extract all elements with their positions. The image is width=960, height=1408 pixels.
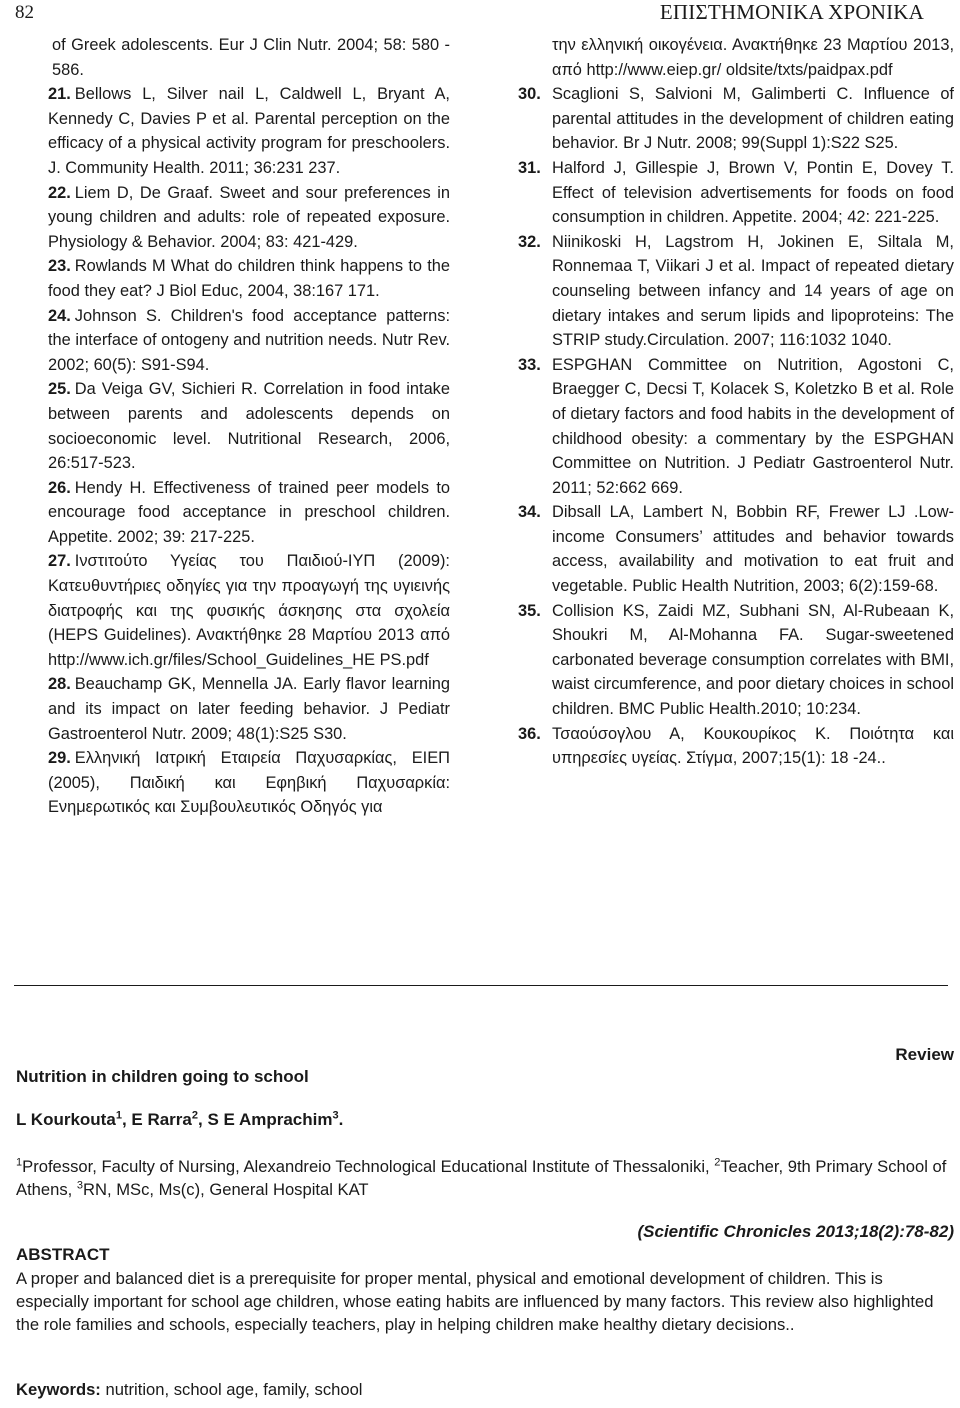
reference-continuation: of Greek adolescents. Eur J Clin Nutr. 2004; 58: 580 - 586. [52,36,450,79]
author-affiliation-mark: 2 [191,1109,198,1122]
reference-item [48,304,450,378]
reference-number: 34. [518,503,541,522]
reference-number: 29. [48,749,71,768]
reference-number: 31. [518,158,541,177]
author-name: L Kourkouta [16,1110,116,1129]
reference-item [48,377,450,475]
reference-text: Collision KS, Zaidi MZ, Subhani SN, Al-Rubeaan K, Shoukri M, Al-Mohanna FA. Sugar-sweetened carbonated beverage consumption correlates with BMI, waist circumference, and poor dietary choices in school children. BMC Public Health.2010; 10:234. [552,601,954,719]
page-number: 82 [15,2,34,23]
reference-item [518,722,954,771]
reference-item [48,181,450,255]
reference-text: Johnson S. Children's food acceptance patterns: the interface of ontogeny and nutrition needs. Nutr Rev. 2002; 60(5): S91-S94. [48,306,450,374]
reference-item [48,672,450,746]
affiliation-text: Professor, Faculty of Nursing, Alexandreio Technological Educational Institute of Thessaloniki, [22,1157,710,1176]
left-reference-column [48,33,450,820]
reference-item [518,82,954,156]
reference-text: Hendy H. Effectiveness of trained peer models to encourage food acceptance in preschool children. Appetite. 2002; 39: 217-225. [48,478,450,546]
reference-item [48,549,450,672]
affiliation-text: RN, MSc, Ms(c), General Hospital KAT [83,1180,369,1199]
reference-number: 26. [48,478,71,497]
reference-text: Rowlands M What do children think happens to the food they eat? J Biol Educ, 2004, 38:167 171. [48,257,450,300]
author-affiliation-mark: 1 [115,1109,122,1122]
reference-text: Τσαούσογλου Α, Κουκουρίκος Κ. Ποιότητα και υπηρεσίες υγείας. Στίγμα, 2007;15(1): 18 -24.. [552,724,954,768]
article-title: Nutrition in children going to school [16,1067,309,1086]
abstract-heading: ABSTRACT [16,1245,110,1264]
reference-item [48,254,450,303]
reference-number: 25. [48,380,71,399]
right-reference-column [518,33,954,771]
reference-text: Halford J, Gillespie J, Brown V, Pontin E, Dovey T. Effect of television advertisements for foods on food consumption in children. Appetite. 2004; 42: 221-225. [552,158,954,227]
section-divider [14,985,948,986]
reference-number: 28. [48,675,71,694]
reference-continuation: την ελληνική οικογένεια. Ανακτήθηκε 23 Μαρτίου 2013, από http://www.eiep.gr/ oldsite/txts/paidpax.pdf [552,36,954,79]
reference-number: 32. [518,232,541,251]
reference-text: Liem D, De Graaf. Sweet and sour preferences in young children and adults: role of repeated exposure. Physiology & Behavior. 2004; 83: 421-429. [48,183,450,251]
reference-text: Da Veiga GV, Sichieri R. Correlation in food intake between parents and adolescents depends on socioeconomic level. Nutritional Research, 2006, 26:517-523. [48,380,450,473]
reference-number: 33. [518,355,541,374]
reference-number: 24. [48,306,71,325]
keywords-label: Keywords: [16,1380,101,1399]
reference-item [48,476,450,550]
reference-item [48,746,450,820]
affiliation-text: Teacher, 9th Primary School of Athens, [16,1157,947,1199]
reference-text: Ελληνική Ιατρική Εταιρεία Παχυσαρκίας, ΕΙΕΠ (2005), Παιδική και Εφηβική Παχυσαρκία: Ενημερωτικός και Συμβουλευτικός Οδηγός για [48,749,450,817]
abstract-text: A proper and balanced diet is a prerequisite for proper mental, physical and emotional development of children. This is especially important for school age children, whose eating habits are influenced by many factors. This review also highlighted the role families and schools, especially teachers, play in helping children make healthy dietary decisions.. [16,1269,934,1334]
reference-item [518,156,954,230]
reference-text: Beauchamp GK, Mennella JA. Early flavor learning and its impact on later feeding behavior. J Pediatr Gastroenterol Nutr. 2009; 48(1):S25 S30. [48,675,450,743]
reference-item [518,599,954,722]
author-list-end: . [338,1110,344,1129]
reference-number: 30. [518,85,541,104]
article-type-label: Review [895,1045,954,1064]
reference-text: Ινστιτούτο Υγείας του Παιδιού-ΙΥΠ (2009): Κατευθυντήριες οδηγίες για την προαγωγή της υγιεινής διατροφής και της φυσικής άσκησης στα σχολεία (HEPS Guidelines). Ανακτήθηκε 28 Μαρτίου 2013 από http://www.ich.gr/files/School_Guidelines_HE PS.pdf [48,552,450,669]
article-citation: (Scientific Chronicles 2013;18(2):78-82) [637,1222,954,1241]
reference-item [518,353,954,501]
affiliations [16,1155,956,1201]
reference-text: Niinikoski H, Lagstrom H, Jokinen E, Siltala M, Ronnemaa T, Viikari J et al. Impact of repeated dietary counseling between infancy and 14 years of age on dietary intakes and serum lipids and lipoproteins: The STRIP study.Circulation. 2007; 116:1032 1040. [552,232,954,350]
reference-text: Dibsall LA, Lambert N, Bobbin RF, Frewer LJ .Low-income Consumers’ attitudes and behavior towards access, availability and motivation to eat fruit and vegetable. Public Health Nutrition, 2003; 6(2):159-68. [552,503,954,596]
keywords [16,1380,363,1400]
reference-number: 27. [48,552,71,571]
affiliation-mark: 2 [714,1156,721,1169]
reference-text: Scaglioni S, Salvioni M, Galimberti C. Influence of parental attitudes in the development of children eating behavior. Br J Nutr. 2008; 99(Suppl 1):S22 S25. [552,85,954,153]
author-name: S E Amprachim [207,1110,333,1129]
reference-number: 36. [518,724,541,743]
reference-text: ESPGHAN Committee on Nutrition, Agostoni C, Braegger C, Decsi T, Kolacek S, Koletzko B et al. Role of dietary factors and food habits in the development of childhood obesity: a commentary by the ESPGHAN Committee on Nutrition. J Pediatr Gastroenterol Nutr. 2011; 52:662 669. [552,355,954,497]
reference-number: 21. [48,85,71,104]
reference-item [518,500,954,598]
author-name: E Rarra [131,1110,192,1129]
reference-text: Bellows L, Silver nail L, Caldwell L, Bryant A, Kennedy C, Davies P et al. Parental perception on the efficacy of a physical activity program for preschoolers. J. Community Health. 2011; 36:231 237. [48,85,450,177]
author-affiliation-mark: 3 [332,1109,339,1122]
reference-item [48,82,450,180]
journal-name: ΕΠΙΣΤΗΜΟΝΙΚΑ ΧΡΟΝΙΚΑ [659,0,924,24]
affiliation-mark: 1 [16,1156,23,1169]
reference-item [518,230,954,353]
author-list: L Kourkouta$^1$, E Rarra$^2$, S E Amprachim$^3$. [16,1109,344,1129]
reference-number: 22. [48,183,71,202]
affiliation-mark: 3 [76,1179,84,1192]
reference-number: 35. [518,601,541,620]
reference-number: 23. [48,257,71,276]
keywords-text: nutrition, school age, family, school [105,1380,363,1399]
